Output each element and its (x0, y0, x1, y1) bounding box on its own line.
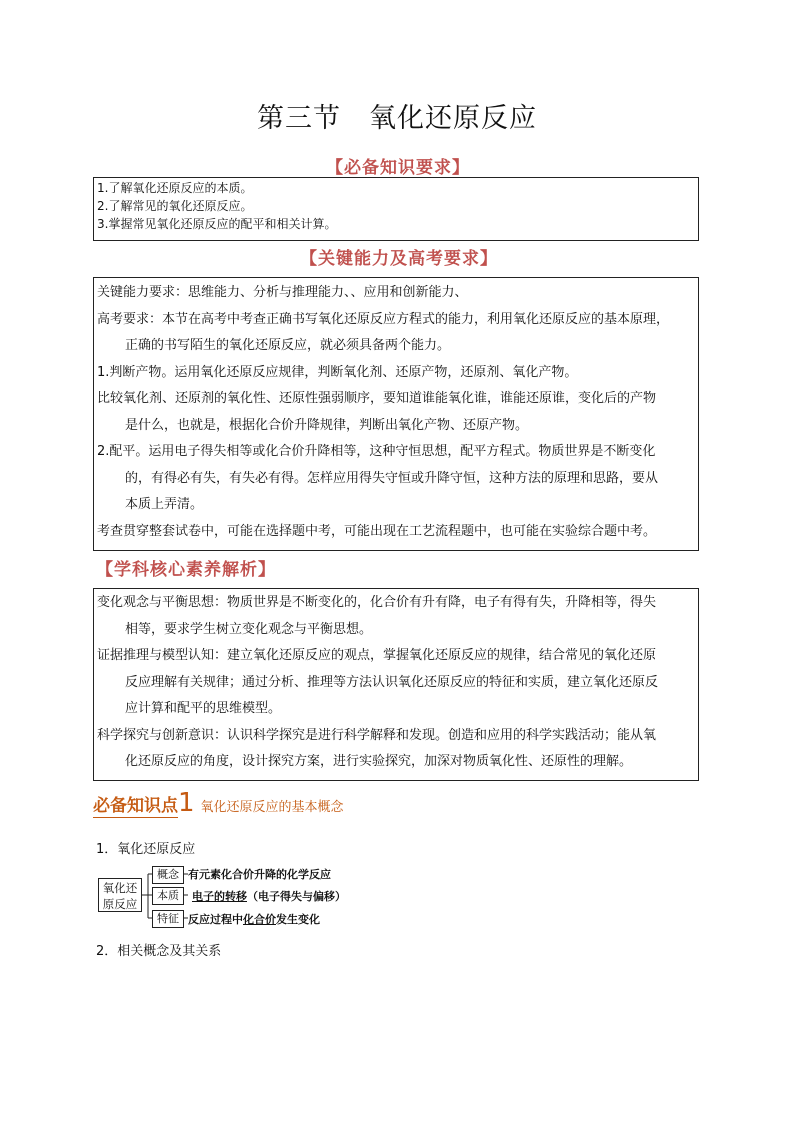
knowledge-point-subtitle: 氧化还原反应的基本概念 (200, 800, 344, 815)
paragraph: 化还原反应的角度，设计探究方案，进行实验探究，加深对物质氧化性、还原性的理解。 (125, 754, 633, 769)
paragraph: 比较氧化剂、还原剂的氧化性、还原性强弱顺序，要知道谁能氧化谁，谁能还原谁，变化后的产物 (97, 391, 657, 406)
concept-diagram (96, 862, 496, 932)
paragraph: 相等，要求学生树立变化观念与平衡思想。 (125, 621, 373, 637)
essence-label-box: 本质 (152, 887, 184, 905)
paragraph: 反应理解有关规律；通过分析、推理等方法认识氧化还原反应的特征和实质，建立氧化还原反 (125, 674, 659, 690)
paragraph: 考查贯穿整套试卷中，可能在选择题中考，可能出现在工艺流程题中，也可能在实验综合题中考。 (97, 523, 657, 539)
core-literacy-box (93, 588, 699, 781)
required-knowledge-box (93, 177, 699, 241)
section-heading-core-literacy: 【学科核心素养解析】 (96, 560, 276, 580)
concept-label-box: 概念 (152, 866, 184, 884)
list-item: 1.了解氧化还原反应的本质。 (97, 181, 253, 195)
redox-label-line1: 氧化还 (102, 881, 138, 895)
item-heading-2: 2．相关概念及其关系 (96, 944, 222, 959)
paragraph: 本质上弄清。 (125, 497, 204, 512)
knowledge-point-label: 必备知识点 (93, 796, 178, 816)
feature-text-b: 发生变化 (276, 913, 320, 926)
paragraph: 是什么，也就是，根据化合价升降规律，判断出氧化产物、还原产物。 (125, 417, 529, 433)
paragraph: 1.判断产物。运用氧化还原反应规律，判断氧化剂、还原产物，还原剂、氧化产物。 (97, 364, 578, 380)
knowledge-point-number: 1 (178, 788, 195, 818)
paragraph: 应计算和配平的思维模型。 (125, 701, 282, 716)
knowledge-point-heading (93, 788, 344, 818)
section-heading-required-knowledge: 【必备知识要求】 (326, 158, 470, 178)
section-heading-key-abilities: 【关键能力及高考要求】 (300, 249, 498, 269)
concept-definition: 有元素化合价升降的化学反应 (188, 868, 331, 881)
paragraph: 变化观念与平衡思想：物质世界是不断变化的，化合价有升有降，电子有得有失，升降相等，得失 (97, 595, 657, 610)
redox-label-line2: 原反应 (102, 897, 138, 911)
redox-reaction-box (98, 878, 142, 912)
feature-label-box: 特征 (152, 910, 184, 928)
list-item: 3.掌握常见氧化还原反应的配平和相关计算。 (97, 217, 337, 231)
essence-key-term: 电子的转移 (192, 890, 247, 903)
key-abilities-box (93, 277, 699, 551)
feature-definition (188, 911, 320, 927)
paragraph: 高考要求：本节在高考中考查正确书写氧化还原反应方程式的能力，利用氧化还原反应的基本原理， (97, 311, 670, 327)
essence-detail: （电子得失与偏移） (247, 890, 346, 903)
page-title: 第三节 氧化还原反应 (257, 103, 537, 134)
paragraph: 正确的书写陌生的氧化还原反应，就必须具备两个能力。 (125, 338, 451, 353)
feature-key-term: 化合价 (243, 913, 276, 926)
paragraph: 证据推理与模型认知：建立氧化还原反应的观点，掌握氧化还原反应的规律，结合常见的氧化还原 (97, 648, 657, 663)
list-item: 2.了解常见的氧化还原反应。 (97, 199, 253, 213)
paragraph: 的，有得必有失，有失必有得。怎样应用得失守恒或升降守恒，这种方法的原理和思路，要从 (125, 470, 659, 486)
paragraph: 2.配平。运用电子得失相等或化合价升降相等，这种守恒思想，配平方程式。物质世界是不断变化 (97, 444, 656, 459)
item-heading-1: 1．氧化还原反应 (96, 842, 196, 857)
paragraph: 科学探究与创新意识：认识科学探究是进行科学解释和发现。创造和应用的科学实践活动；能从氧 (97, 727, 657, 743)
essence-definition (192, 888, 346, 904)
paragraph: 关键能力要求：思维能力、分析与推理能力、、应用和创新能力、 (97, 285, 468, 300)
feature-text-a: 反应过程中 (188, 913, 243, 926)
